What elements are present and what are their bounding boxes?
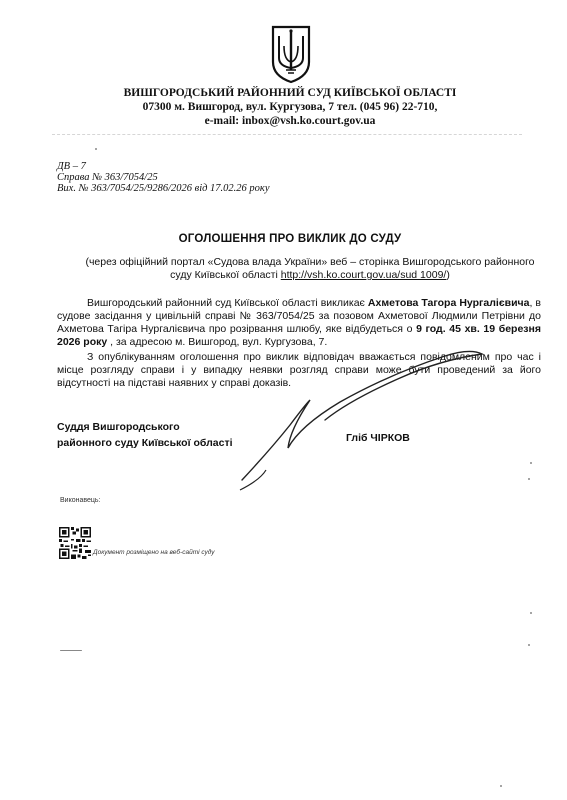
defendant-name: Ахметова Тагора Нургалієвича <box>367 297 530 309</box>
scan-speck <box>528 478 530 480</box>
summons-text-b: , в судове засідання у цивільній справі № 363/7054/25 за позовом Ахметової Людмили Петрівни до Ахметова Тагіра Нургалієвича про розірвання шлюбу, яке відбудеться о <box>57 297 541 335</box>
scan-speck <box>528 644 530 646</box>
header-divider <box>52 134 522 135</box>
signature-block <box>57 419 233 451</box>
dv-number: ДВ – 7 <box>57 161 86 172</box>
scan-speck <box>60 650 82 651</box>
court-website-link[interactable]: http://vsh.ko.court.gov.ua/sud 1009/ <box>280 269 447 281</box>
court-email: e-mail: inbox@vsh.ko.court.gov.ua <box>204 115 376 127</box>
scan-speck <box>530 462 532 464</box>
scan-speck <box>530 612 532 614</box>
judge-name: Гліб ЧІРКОВ <box>346 432 410 444</box>
document-title: ОГОЛОШЕННЯ ПРО ВИКЛИК ДО СУДУ <box>178 233 402 245</box>
hearing-datetime: 9 год. 45 хв. 19 березня 2026 року <box>57 323 541 348</box>
court-name: ВИШГОРОДСЬКИЙ РАЙОННИЙ СУД КИЇВСЬКОЇ ОБЛАСТІ <box>123 87 457 99</box>
scan-speck <box>95 148 97 150</box>
judge-title-line1: Суддя Вишгородського <box>57 421 180 433</box>
portal-note-text: (через офіційний портал «Судова влада України» веб – сторінка Вишгородського районного суду Київської області <box>85 256 535 281</box>
summons-text-a: Вишгородський районний суд Київської області викликає <box>87 297 368 309</box>
case-number: Справа № 363/7054/25 <box>57 172 158 183</box>
executor-label: Виконавець: <box>60 497 101 504</box>
qr-caption: Документ розміщено на веб-сайті суду <box>93 549 215 556</box>
outgoing-number: Вих. № 363/7054/25/9286/2026 від 17.02.26 року <box>57 183 270 194</box>
portal-note-close: ) <box>446 269 450 281</box>
court-address: 07300 м. Вишгород, вул. Кургузова, 7 тел. (045 96) 22-710, <box>142 101 438 113</box>
summons-text-c: , за адресою м. Вишгород, вул. Кургузова, 7. <box>107 336 328 348</box>
coat-of-arms-icon <box>270 24 312 84</box>
scan-speck <box>500 785 502 787</box>
consequence-paragraph: З опублікуванням оголошення про виклик відповідач вважається повідомленим про час і місце розгляду справи і у випадку неявки розгляд справи може бути проведений за його відсутності на підставі наявних у справі доказів. <box>57 351 541 389</box>
judge-title-line2: районного суду Київської області <box>57 437 233 449</box>
qr-code-icon <box>59 527 91 559</box>
portal-note <box>80 256 540 282</box>
handwritten-signature <box>230 330 490 500</box>
